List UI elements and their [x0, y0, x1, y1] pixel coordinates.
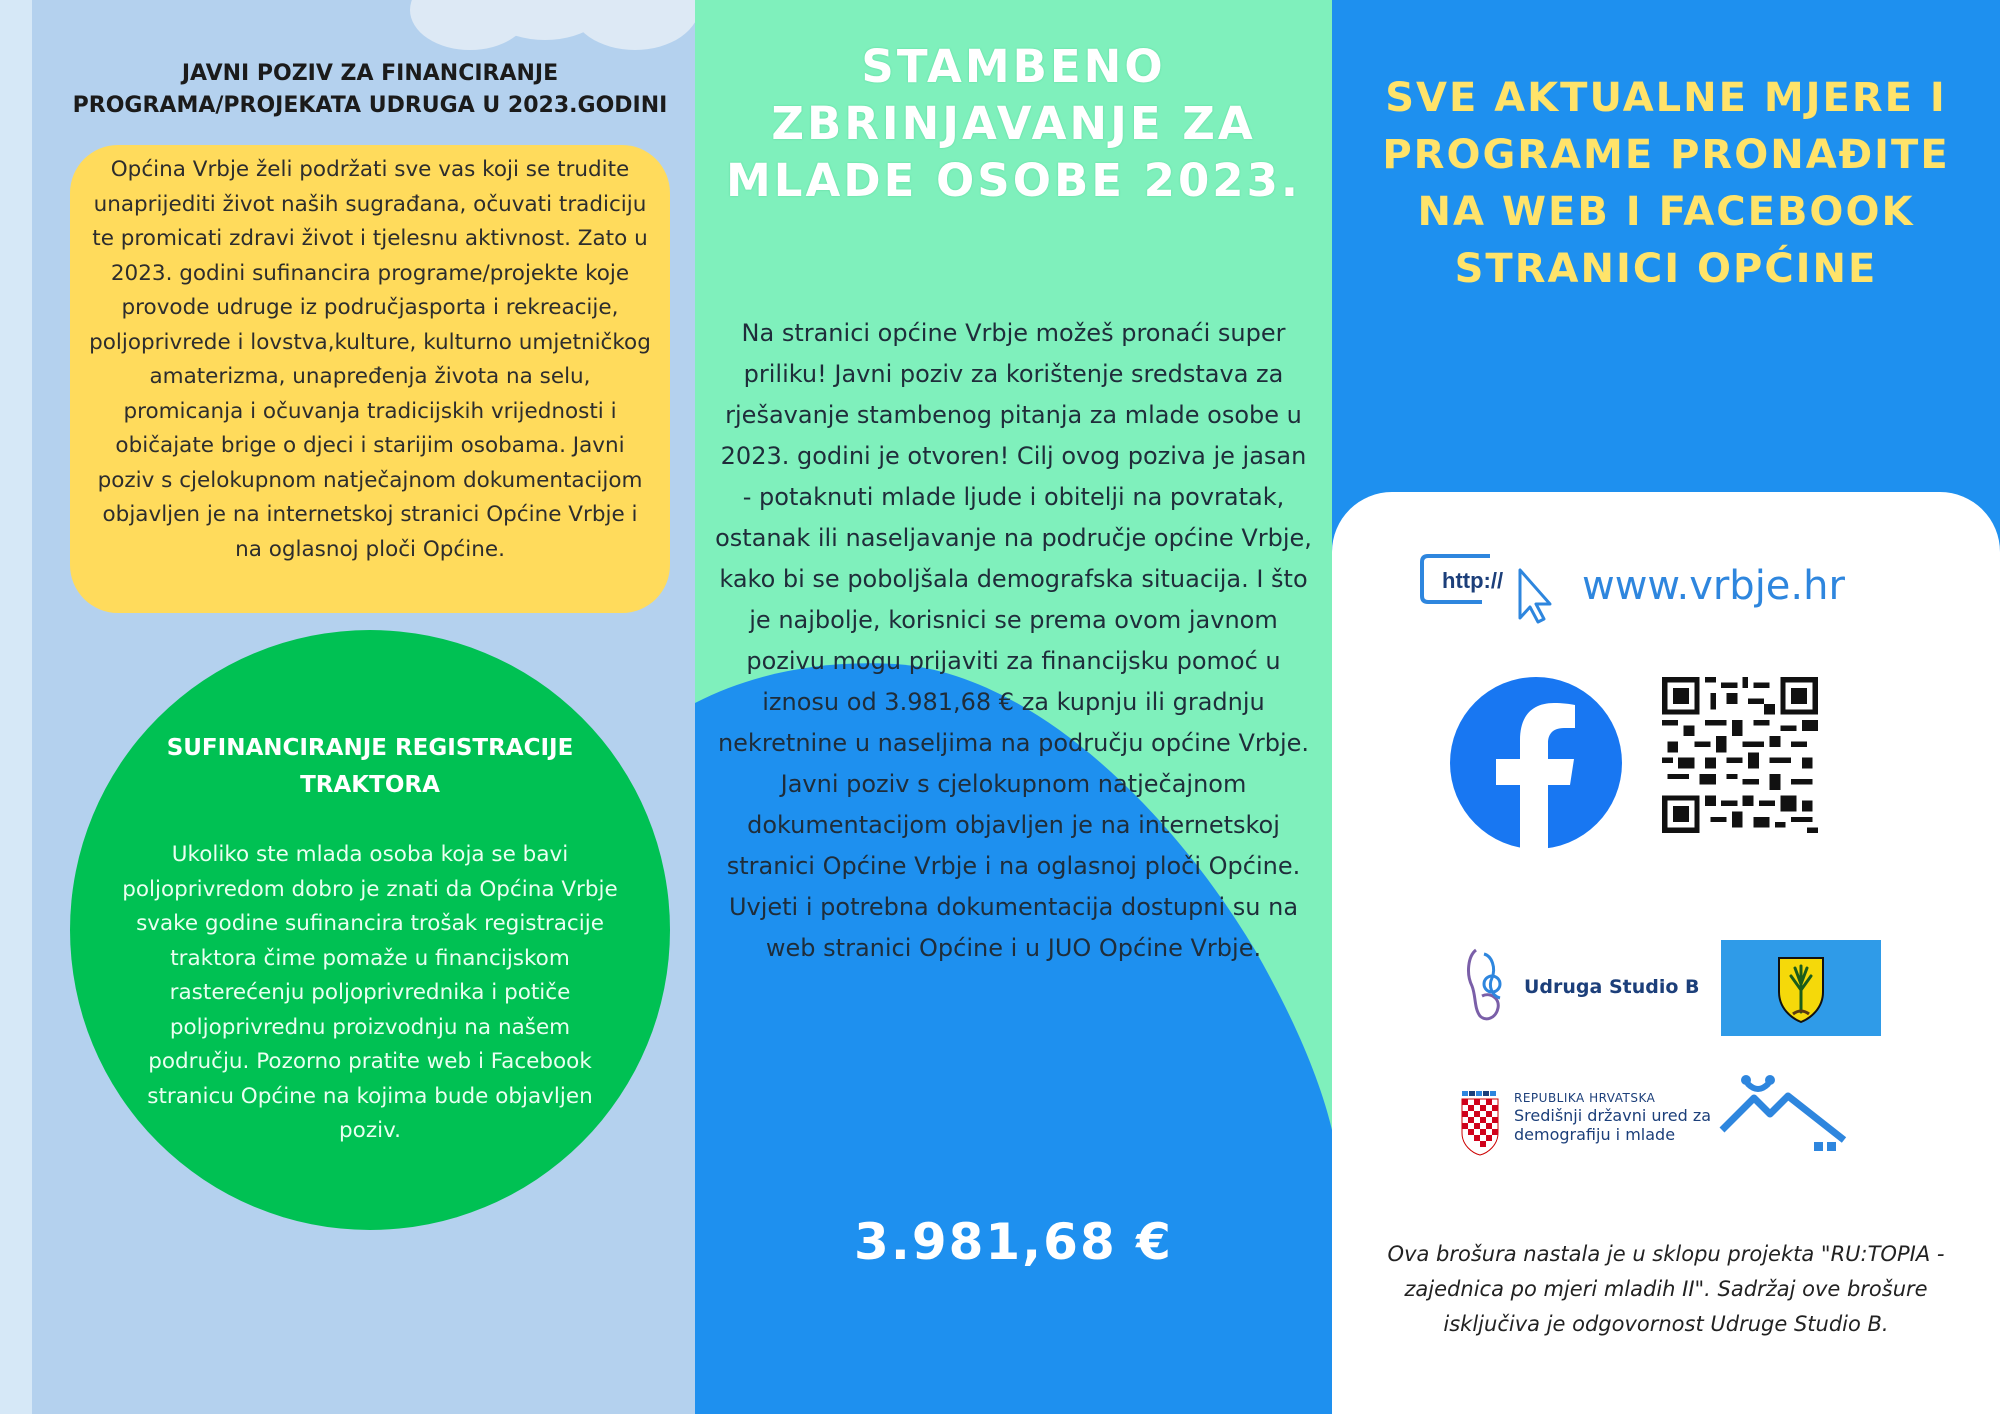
info-sources-title: SVE AKTUALNE MJERE I PROGRAME PRONAĐITE NA WEB I FACEBOOK STRANICI OPĆINE: [1382, 75, 1950, 292]
housing-amount: 3.981,68 €: [854, 1213, 1173, 1271]
left-panel: [0, 0, 695, 1414]
house-logo-icon: [1718, 1070, 1852, 1156]
associations-info-text: Općina Vrbje želi podržati sve vas koji se trudite unaprijediti život naših sugrađana, očuvati tradiciju te promicati zdravi život i tjelesnu aktivnost. Zato u 2023. godini sufinancira programe/projekte koje provode udruge iz područjasporta i rekreacije, poljoprivrede i lovstva,kulture, kulturno umjetničkog amaterizma, unapređenja života na selu, promicanja i očuvanja tradicijskih vrijednosti i običajate brige o djeci i starijim osobama. Javni poziv s cjelokupnom natječajnom dokumentacijom objavljen je na internetskoj stranici Općine Vrbje i na oglasnoj ploči Općine.: [89, 157, 651, 562]
website-url[interactable]: www.vrbje.hr: [1582, 563, 1845, 609]
facebook-icon[interactable]: [1450, 677, 1622, 849]
cursor-icon: [1520, 570, 1550, 622]
tractor-registration-circle: [70, 630, 670, 1230]
url-bar-graphic: [1420, 552, 1560, 624]
http-label: http://: [1442, 568, 1504, 593]
contact-card: [1332, 492, 2000, 1414]
middle-panel: [695, 0, 1332, 1414]
cloud-decoration: [410, 0, 695, 50]
right-panel: [1332, 0, 2000, 1414]
left-edge-strip: [0, 0, 32, 1414]
municipality-flag: [1721, 940, 1881, 1036]
housing-title: STAMBENO ZBRINJAVANJE ZA MLADE OSOBE 2023.: [725, 40, 1301, 207]
republic-of-croatia-label: REPUBLIKA HRVATSKA: [1514, 1091, 1656, 1105]
associations-info-box: [70, 145, 670, 613]
housing-body-text: Na stranici općine Vrbje možeš pronaći super priliku! Javni poziv za korištenje sredstava za rješavanje stambenog pitanja za mlade osobe u 2023. godini je otvoren! Cilj ovog poziva je jasan - potaknuti mlade ljude i obitelji na povratak, ostanak ili naseljavanje na područje općine Vrbje, kako bi se poboljšala demografska situacija. I što je najbolje, korisnici se prema ovom javnom pozivu mogu prijaviti za financijsku pomoć u iznosu od 3.981,68 € za kupnju ili gradnju nekretnine u naseljima na području općine Vrbje. Javni poziv s cjelokupnom natječajnom dokumentacijom objavljen je na internetskoj stranici Općine Vrbje i na oglasnoj ploči Općine. Uvjeti i potrebna dokumentacija dostupni su na web stranici Općine i u JUO Općine Vrbje.: [715, 319, 1312, 962]
tractor-registration-title: SUFINANCIRANJE REGISTRACIJE TRAKTORA: [166, 735, 574, 798]
brochure-disclaimer: Ova brošura nastala je u sklopu projekta "RU:TOPIA - zajednica po mjeri mladih II". Sadržaj ove brošure isključiva je odgovornost Udruge Studio B.: [1387, 1242, 1945, 1336]
studio-b-label: Udruga Studio B: [1524, 976, 1700, 998]
qr-code-icon[interactable]: [1662, 677, 1818, 833]
demography-office-label: Središnji državni ured za demografiju i mlade: [1514, 1106, 1712, 1144]
tractor-registration-text: Ukoliko ste mlada osoba koja se bavi poljoprivredom dobro je znati da Općina Vrbje svake godine sufinancira trošak registracije traktora čime pomaže u financijskom rasterećenju poljoprivrednika i potiče poljoprivrednu proizvodnju na našem području. Pozorno pratite web i Facebook stranicu Općine na kojima bude objavljen poziv.: [122, 842, 618, 1143]
associations-call-title: JAVNI POZIV ZA FINANCIRANJE PROGRAMA/PROJEKATA UDRUGA U 2023.GODINI: [72, 61, 668, 118]
